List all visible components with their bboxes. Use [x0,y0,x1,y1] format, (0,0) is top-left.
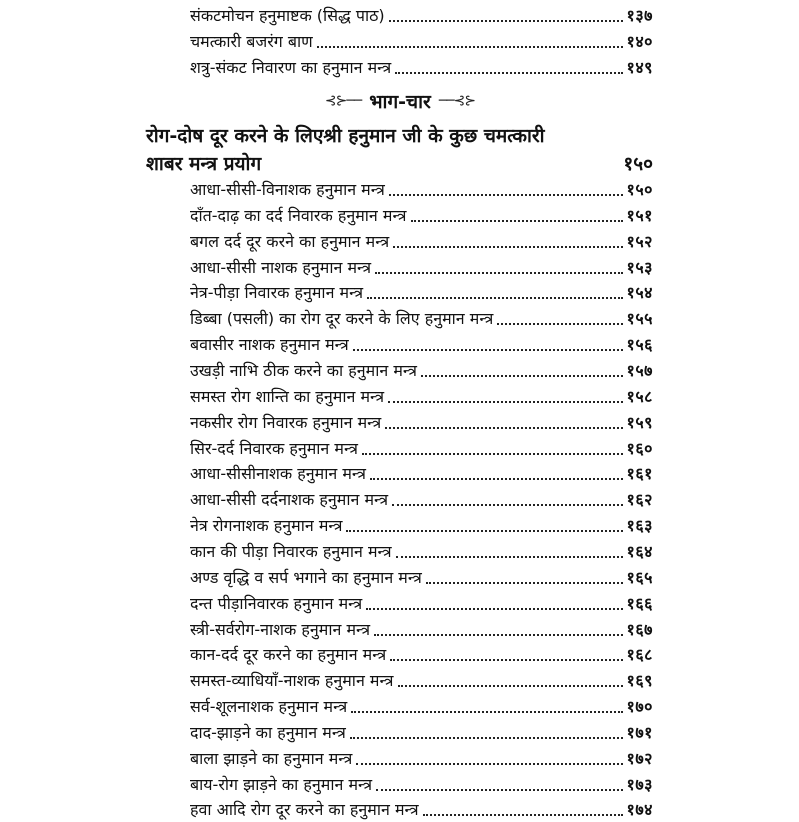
section-heading-text: शाबर मन्त्र प्रयोग [146,153,262,175]
toc-entry [190,695,653,719]
toc-entry [190,773,653,797]
toc-entry-page: १६६ [626,593,653,613]
dot-leader [426,582,623,584]
dot-leader [396,556,623,558]
toc-entry-page: १७० [626,697,653,716]
dot-leader [389,20,623,22]
toc-entry-page: १७४ [626,800,653,820]
dot-leader [350,737,623,739]
toc-entry [190,178,653,202]
dot-leader [392,504,622,506]
toc-entry [190,204,653,228]
toc-entry-title: सर्व-शूलनाशक हनुमान मन्त्र [190,697,348,716]
toc-entry [190,540,653,564]
toc-entry-title: कान की पीड़ा निवारक हनुमान मन्त्र [190,541,392,561]
dot-leader [423,814,623,816]
toc-entry-title: समस्त रोग शान्ति का हनुमान मन्त्र [190,386,385,406]
dot-leader [395,72,622,74]
toc-entry-page: १६० [626,438,653,458]
toc-entry [190,592,653,616]
toc-entry [190,566,653,590]
toc-entry [190,30,653,54]
dot-leader [367,297,622,299]
toc-entry [190,4,653,28]
section-heading-line2 [146,150,653,178]
toc-entry-page: १५९ [626,412,653,432]
toc-entry-title: कान-दर्द दूर करने का हनुमान मन्त्र [190,645,387,665]
toc-entry [190,359,653,383]
toc-entry-title: बवासीर नाशक हनुमान मन्त्र [190,335,349,355]
toc-entry [190,230,653,254]
toc-entry-title: दन्त पीड़ानिवारक हनुमान मन्त्र [190,593,363,613]
dot-leader [374,634,622,636]
part-title: भाग-चार [369,91,431,113]
section-heading-line1: रोग-दोष दूर करने के लिएश्री हनुमान जी के कुछ चमत्कारी [146,125,545,147]
toc-entry-page: १६३ [626,516,653,535]
toc-entry-page: १५२ [626,231,653,251]
toc-entry-title: आधा-सीसी-विनाशक हनुमान मन्त्र [190,180,385,199]
toc-entry-page: १५८ [626,386,653,406]
toc-entry-title: उखड़ी नाभि ठीक करने का हनुमान मन्त्र [190,361,417,380]
dot-leader [370,478,623,480]
toc-entry [190,437,653,461]
dot-leader [366,608,622,610]
dot-leader [317,46,623,48]
toc-entry [190,747,653,771]
toc-entry [190,411,653,435]
right-ornament: ──⊰⊱ [438,93,476,109]
dot-leader [411,220,623,222]
toc-entry-page: १४० [626,32,653,51]
dot-leader [398,685,623,687]
toc-entry-title: स्त्री-सर्वरोग-नाशक हनुमान मन्त्र [190,619,371,639]
toc-entry-title: नेत्र-पीड़ा निवारक हनुमान मन्त्र [190,283,364,303]
toc-entry [190,721,653,745]
dot-leader [389,194,623,196]
toc-entry-title: अण्ड वृद्धि व सर्प भगाने का हनुमान मन्त्र [190,567,422,587]
dot-leader [390,659,622,661]
dot-leader [346,530,622,532]
toc-entry [190,798,653,822]
toc-entry-title: आधा-सीसी नाशक हनुमान मन्त्र [190,257,372,277]
section-page: १५० [623,153,653,175]
dot-leader [497,323,622,325]
toc-entry [190,669,653,693]
toc-entry-page: १३७ [626,6,653,25]
toc-entry-page: १७१ [626,722,653,742]
toc-entry [190,514,653,538]
dot-leader [351,711,622,713]
toc-entry-title: दाँत-दाढ़ का दर्द निवारक हनुमान मन्त्र [190,205,407,225]
toc-entry-page: १६७ [626,619,653,639]
toc-entry [190,256,653,280]
toc-entry-page: १७२ [626,748,653,768]
dot-leader [353,349,623,351]
dot-leader [356,763,622,765]
toc-entry-page: १६८ [626,645,653,665]
toc-entry-title: शत्रु-संकट निवारण का हनुमान मन्त्र [190,58,392,77]
toc-entry-title: आधा-सीसीनाशक हनुमान मन्त्र [190,464,366,484]
dot-leader [385,427,622,429]
toc-entry-title: डिब्बा (पसली) का रोग दूर करने के लिए हनुमान मन्त्र [190,309,494,329]
toc-entry-page: १६५ [626,567,653,587]
dot-leader [362,453,623,455]
toc-entry-title: नेत्र रोगनाशक हनुमान मन्त्र [190,516,343,535]
toc-entry-title: संकटमोचन हनुमाष्टक (सिद्ध पाठ) [190,6,385,25]
toc-entry-page: १५० [626,180,653,199]
toc-entry [190,462,653,486]
toc-entry-page: १४९ [626,58,653,77]
toc-entry-title: नकसीर रोग निवारक हनुमान मन्त्र [190,412,382,432]
toc-entry-title: हवा आदि रोग दूर करने का हनुमान मन्त्र [190,800,419,820]
toc-entry-page: १५७ [626,361,653,380]
toc-entry-page: १५६ [626,335,653,355]
toc-entry-page: १६१ [626,464,653,484]
toc-entry-title: आधा-सीसी दर्दनाशक हनुमान मन्त्र [190,490,389,510]
toc-entry-page: १५५ [626,309,653,329]
toc-entry [190,488,653,512]
toc-entry-page: १६४ [626,541,653,561]
toc-entry [190,385,653,409]
toc-entry-page: १६९ [626,671,653,691]
toc-entry-title: दाद-झाड़ने का हनुमान मन्त्र [190,722,346,742]
toc-entry-page: १५४ [626,283,653,303]
toc-entry-title: चमत्कारी बजरंग बाण [190,32,313,51]
toc-entry-page: १६२ [626,490,653,510]
toc-entry [190,333,653,357]
toc-entry [190,307,653,331]
toc-entry-page: १५३ [626,257,653,277]
toc-entry-title: सिर-दर्द निवारक हनुमान मन्त्र [190,438,358,458]
toc-entry [190,618,653,642]
toc-entry-title: बाय-रोग झाड़ने का हनुमान मन्त्र [190,774,373,794]
toc-entry [190,56,653,80]
toc-entry [190,281,653,305]
toc-entry [190,643,653,667]
toc-entry-title: बगल दर्द दूर करने का हनुमान मन्त्र [190,231,390,251]
dot-leader [393,246,622,248]
dot-leader [388,401,622,403]
dot-leader [375,272,622,274]
toc-entry-page: १७३ [626,774,653,794]
dot-leader [421,375,623,377]
toc-entry-page: १५१ [626,205,653,225]
left-ornament: ⊰⊱── [324,93,362,109]
part-heading [300,86,500,116]
toc-entry-title: समस्त-व्याधियाँ-नाशक हनुमान मन्त्र [190,671,394,691]
dot-leader [376,789,622,791]
toc-entry-title: बाला झाड़ने का हनुमान मन्त्र [190,748,353,768]
